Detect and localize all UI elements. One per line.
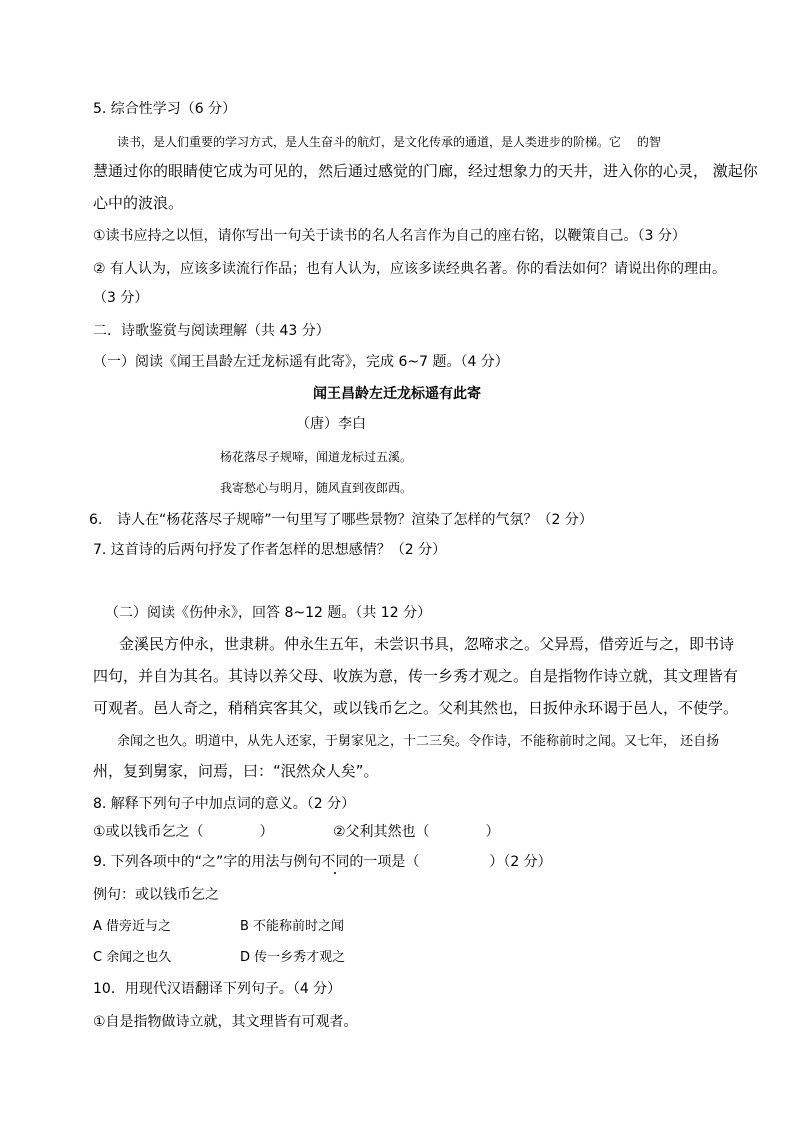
q5-passage-line-3: 心中的波浪。 — [93, 194, 184, 212]
q8-item-a: ①或以钱币乞之（ ） — [93, 824, 274, 840]
q5-subquestion-2: ② 有人认为，应该多读流行作品；也有人认为，应该多读经典名著。你的看法如何？请说出你的理由。 — [93, 261, 726, 277]
q9-option-d: D 传一乡秀才观之 — [240, 950, 346, 965]
q5-heading: 5. 综合性学习（6 分） — [93, 101, 237, 117]
passage-line-5: 州，复到舅家，问焉，曰：“泯然众人矣”。 — [93, 762, 379, 780]
q10-item-1: ①自是指物做诗立就，其文理皆有可观者。 — [93, 1014, 358, 1030]
q5-passage-line-1: 读书，是人们重要的学习方式，是人生奋斗的航灯，是文化传承的通道，是人类进步的阶梯。它 的智 — [117, 135, 661, 149]
q6-number: 6. — [89, 512, 103, 528]
q8: 8. 解释下列句子中加点词的意义。（2 分） — [93, 796, 356, 812]
q9-prefix: 9. 下列各项中的“之”字的用法与例句 — [93, 854, 322, 870]
passage-line-3: 可观者。邑人奇之，稍稍宾客其父，或以钱币乞之。父利其然也，日扳仲永环谒于邑人，不使学。 — [93, 699, 739, 717]
passage-line-2: 四句，并自为其名。其诗以养父母、收族为意，传一乡秀才观之。自是指物作诗立就，其文理皆有 — [93, 667, 739, 685]
q5-passage-line-2: 慧通过你的眼睛使它成为可见的，然后通过感觉的门廊，经过想象力的天井，进入你的心灵， 激起你 — [93, 162, 758, 180]
q8-item-b: ②父利其然也（ ） — [333, 824, 500, 840]
poem-author: （唐）李白 — [296, 416, 366, 432]
q9-option-b: B 不能称前时之闻 — [240, 919, 345, 934]
q6-text: 诗人在“杨花落尽子规啼”一句里写了哪些景物？渲染了怎样的气氛？（2 分） — [117, 512, 593, 528]
part-2-intro: （二）阅读《伤仲永》，回答 8~12 题。（共 12 分） — [105, 605, 432, 621]
q5-subquestion-1: ①读书应持之以恒，请你写出一句关于读书的名人名言作为自己的座右铭，以鞭策自己。（3 分） — [93, 228, 686, 244]
q9-dotted-word: 不同 — [321, 854, 350, 870]
q9 — [93, 855, 552, 869]
section-2-heading: 二．诗歌鉴赏与阅读理解（共 43 分） — [93, 323, 330, 339]
poem-title: 闻王昌龄左迁龙标遥有此寄 — [313, 386, 481, 402]
passage-line-1: 金溪民方仲永，世隶耕。仲永生五年，未尝识书具，忽啼求之。父异焉，借旁近与之，即书诗 — [119, 635, 735, 653]
q5-subquestion-2-score: （3 分） — [93, 290, 149, 306]
q9-option-c: C 余闻之也久 — [93, 950, 172, 965]
q7: 7. 这首诗的后两句抒发了作者怎样的思想感情？（2 分） — [93, 542, 447, 558]
part-1-intro: （一）阅读《闻王昌龄左迁龙标遥有此寄》，完成 6~7 题。（4 分） — [93, 354, 509, 370]
q9-example: 例句：或以钱币乞之 — [93, 887, 219, 903]
q10: 10．用现代汉语翻译下列句子。（4 分） — [93, 981, 342, 997]
q9-option-a: A 借旁近与之 — [93, 919, 172, 934]
q9-suffix: 的一项是（ ）（2 分） — [349, 854, 552, 870]
poem-line-2: 我寄愁心与明月，随风直到夜郎西。 — [220, 481, 413, 495]
passage-line-4: 余闻之也久。明道中，从先人还家，于舅家见之，十二三矣。令作诗，不能称前时之闻。又七年， 还自扬 — [117, 734, 720, 749]
poem-line-1: 杨花落尽子规啼，闻道龙标过五溪。 — [220, 450, 413, 464]
